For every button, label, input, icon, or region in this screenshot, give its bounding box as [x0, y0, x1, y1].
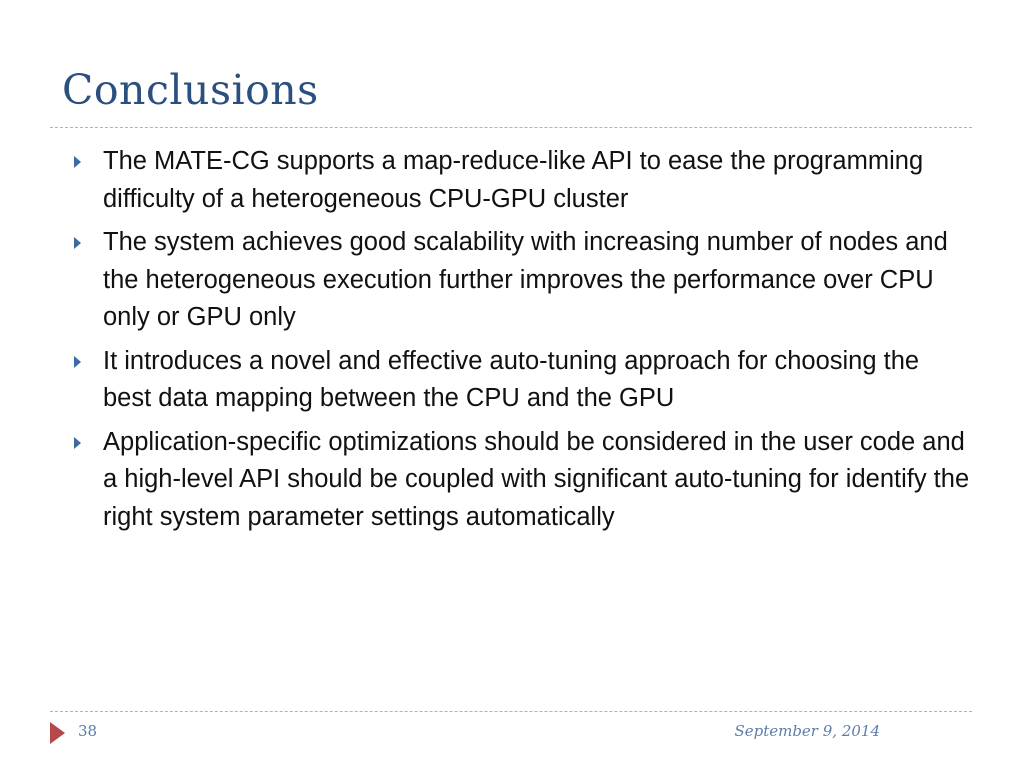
triangle-right-icon: [74, 156, 81, 168]
footer-triangle-icon: [50, 722, 65, 744]
footer-divider: [50, 711, 972, 712]
bullet-text: The system achieves good scalability with increasing number of nodes and the heterogeneous execution further improves the performance over CPU only or GPU only: [103, 228, 948, 331]
triangle-right-icon: [74, 356, 81, 368]
title-divider: [50, 127, 972, 128]
footer-date: September 9, 2014: [734, 722, 880, 740]
bullet-item: [70, 224, 970, 337]
bullet-item: [70, 424, 970, 537]
bullet-text: The MATE-CG supports a map-reduce-like API to ease the programming difficulty of a heterogeneous CPU-GPU cluster: [103, 147, 924, 213]
bullet-list: [70, 143, 970, 542]
page-number: 38: [78, 722, 98, 740]
bullet-item: [70, 343, 970, 418]
triangle-right-icon: [74, 237, 81, 249]
slide-title: Conclusions: [62, 66, 319, 114]
bullet-text: It introduces a novel and effective auto-tuning approach for choosing the best data mapping between the CPU and the GPU: [103, 346, 920, 412]
bullet-item: [70, 143, 970, 218]
triangle-right-icon: [74, 437, 81, 449]
bullet-text: Application-specific optimizations should be considered in the user code and a high-level API should be coupled with significant auto-tuning for identify the right system parameter settings automatically: [103, 427, 970, 531]
